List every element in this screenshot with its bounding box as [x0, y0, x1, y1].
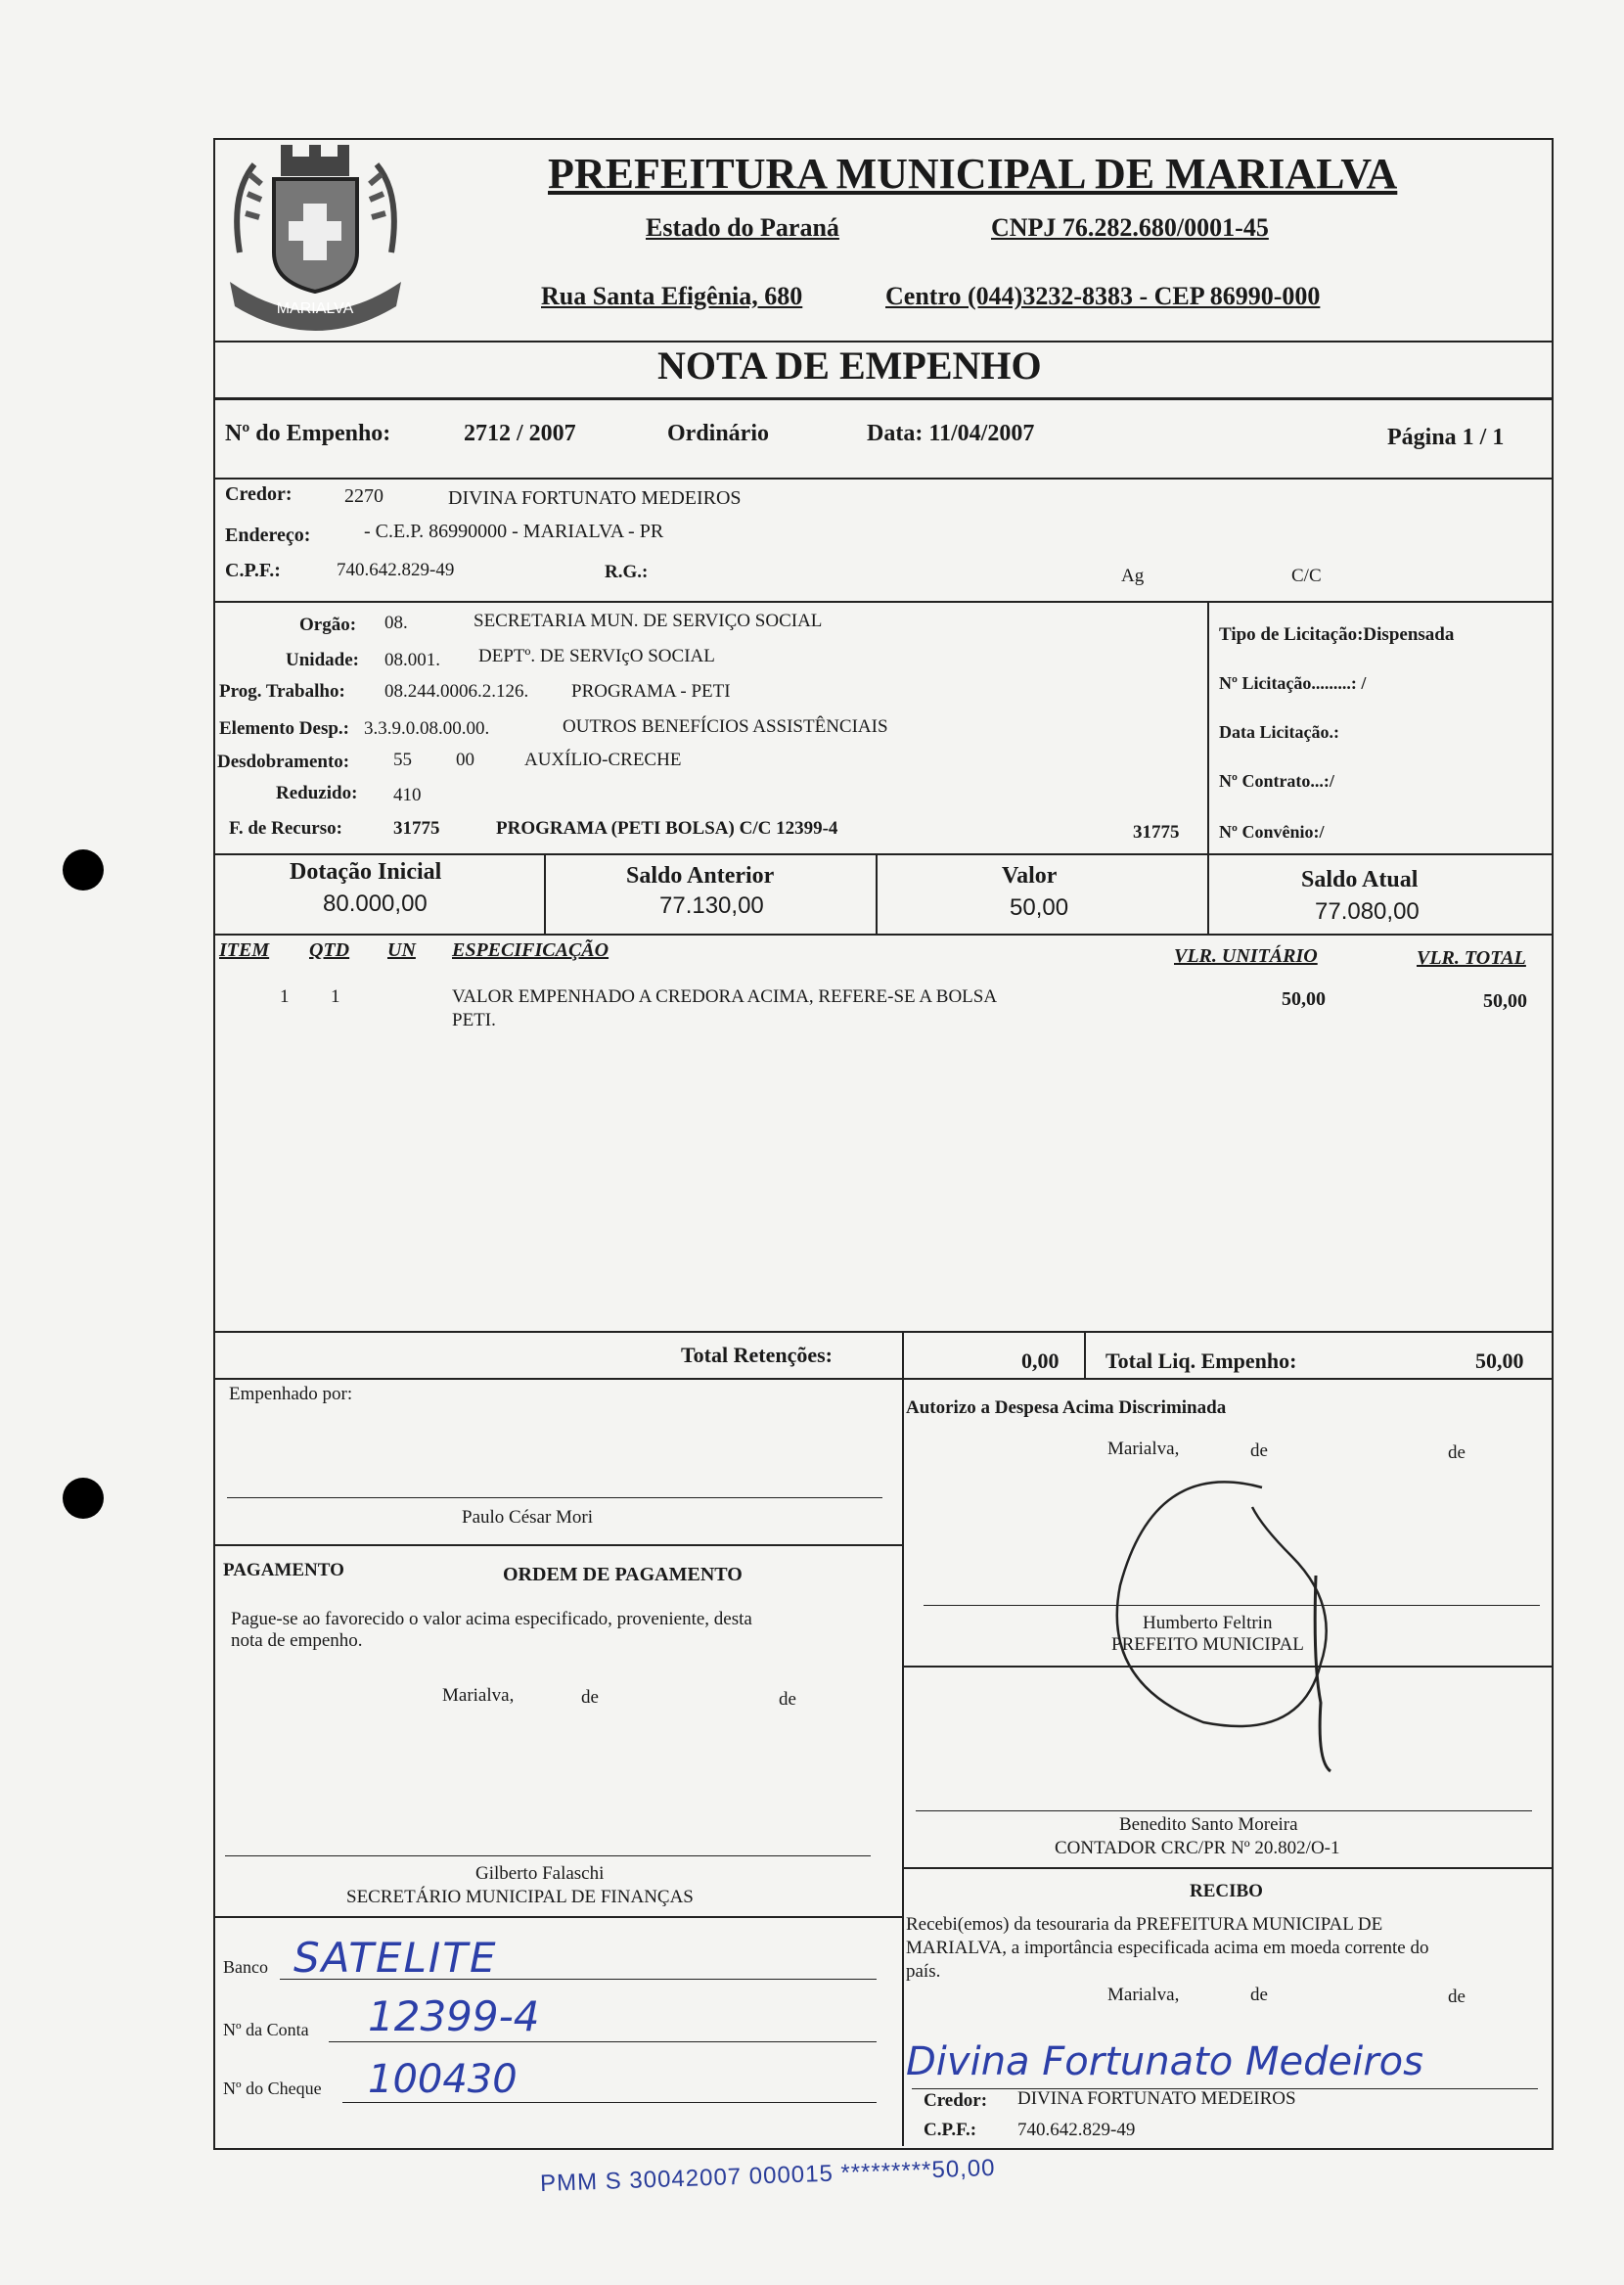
recibo-text-1: Recebi(emos) da tesouraria da PREFEITURA MUNICIPAL DE — [906, 1914, 1383, 1935]
rg-label: R.G.: — [605, 562, 649, 582]
orgao-desc: SECRETARIA MUN. DE SERVIÇO SOCIAL — [474, 611, 823, 631]
pagamento-label: PAGAMENTO — [223, 1560, 344, 1580]
page-title: PREFEITURA MUNICIPAL DE MARIALVA — [548, 150, 1398, 198]
cheque-value: 100430 — [368, 2057, 518, 2102]
total-liquido-value: 50,00 — [1475, 1348, 1524, 1373]
row-spec-line2: PETI. — [452, 1010, 496, 1030]
banco-value: SATELITE — [293, 1934, 498, 1982]
elemento-label: Elemento Desp.: — [219, 718, 349, 739]
saldo-anterior-label: Saldo Anterior — [626, 863, 775, 889]
dotacao-label: Dotação Inicial — [290, 859, 442, 885]
unidade-code: 08.001. — [384, 650, 440, 670]
recibo-title: RECIBO — [1190, 1881, 1263, 1901]
signer-2-title: SECRETÁRIO MUNICIPAL DE FINANÇAS — [346, 1887, 694, 1907]
pague-text-2: nota de empenho. — [231, 1630, 363, 1651]
signer-2-name: Gilberto Falaschi — [475, 1863, 605, 1884]
orgao-label: Orgão: — [299, 615, 357, 635]
recibo-local: Marialva, — [1107, 1985, 1180, 2005]
prog-code: 08.244.0006.2.126. — [384, 681, 529, 702]
desdobramento-desc: AUXÍLIO-CRECHE — [524, 750, 682, 770]
saldo-atual-value: 77.080,00 — [1315, 898, 1420, 925]
row-qtd: 1 — [331, 986, 340, 1007]
col-vlr-unitario: VLR. UNITÁRIO — [1174, 945, 1318, 967]
pagamento-de-2: de — [779, 1689, 796, 1710]
prog-desc: PROGRAMA - PETI — [571, 681, 731, 702]
total-retencoes-label: Total Retenções: — [681, 1343, 833, 1367]
credor-name: DIVINA FORTUNATO MEDEIROS — [448, 487, 742, 509]
svg-text:MARIALVA: MARIALVA — [276, 300, 354, 317]
conta-value: 12399-4 — [368, 1992, 540, 2040]
empenho-type: Ordinário — [667, 421, 770, 446]
conta-label: Nº da Conta — [223, 2020, 309, 2039]
recibo-cpf-label: C.P.F.: — [924, 2120, 977, 2140]
data-licitacao: Data Licitação.: — [1219, 722, 1339, 742]
autorizo-de-2: de — [1448, 1442, 1466, 1463]
credor-code: 2270 — [344, 485, 383, 507]
prefeito-title: PREFEITO MUNICIPAL — [1111, 1634, 1304, 1655]
elemento-code: 3.3.9.0.08.00.00. — [364, 718, 490, 739]
state-label: Estado do Paraná — [646, 213, 839, 242]
total-liquido-label: Total Liq. Empenho: — [1105, 1348, 1297, 1373]
validation-stamp: PMM S 30042007 000015 *********50,00 — [539, 2154, 996, 2198]
prefeito-name: Humberto Feltrin — [1143, 1613, 1273, 1633]
saldo-atual-label: Saldo Atual — [1301, 867, 1419, 892]
autorizo-local: Marialva, — [1107, 1439, 1180, 1459]
recurso-label: F. de Recurso: — [229, 818, 342, 839]
unidade-label: Unidade: — [286, 650, 359, 670]
desdobramento-label: Desdobramento: — [217, 752, 350, 772]
signer-1-name: Paulo César Mori — [462, 1507, 594, 1528]
cnpj-label: CNPJ 76.282.680/0001-45 — [991, 213, 1269, 242]
col-un: UN — [387, 939, 416, 961]
ag-label: Ag — [1121, 566, 1145, 586]
reduzido-label: Reduzido: — [276, 783, 358, 803]
pagamento-local: Marialva, — [442, 1685, 515, 1706]
punch-hole-bottom — [63, 1478, 104, 1519]
cc-label: C/C — [1291, 566, 1322, 586]
col-especificacao: ESPECIFICAÇÃO — [452, 939, 609, 961]
cheque-label: Nº do Cheque — [223, 2079, 322, 2098]
autorizo-label: Autorizo a Despesa Acima Discriminada — [906, 1397, 1227, 1418]
desdobramento-code: 55 — [393, 750, 412, 770]
unidade-desc: DEPTº. DE SERVIçO SOCIAL — [478, 646, 715, 666]
empenhado-por-label: Empenhado por: — [229, 1384, 353, 1404]
endereco-label: Endereço: — [225, 525, 311, 546]
numero-licitacao: Nº Licitação.........: / — [1219, 673, 1367, 693]
credor-signature: Divina Fortunato Medeiros — [906, 2039, 1423, 2084]
recibo-de-2: de — [1448, 1987, 1466, 2007]
punch-hole-top — [63, 849, 104, 891]
autorizo-de-1: de — [1250, 1440, 1268, 1461]
pagamento-de-1: de — [581, 1687, 599, 1708]
total-retencoes-value: 0,00 — [1021, 1348, 1060, 1373]
credor-label: Credor: — [225, 483, 293, 505]
desdobramento-sub: 00 — [456, 750, 474, 770]
document-title: NOTA DE EMPENHO — [657, 343, 1042, 388]
empenho-number: 2712 / 2007 — [464, 421, 576, 446]
saldo-anterior-value: 77.130,00 — [659, 892, 764, 919]
row-item: 1 — [280, 986, 290, 1007]
contact-label: Centro (044)3232-8383 - CEP 86990-000 — [885, 282, 1321, 310]
row-spec-line1: VALOR EMPENHADO A CREDORA ACIMA, REFERE-SE A BOLSA — [452, 986, 998, 1007]
recibo-de-1: de — [1250, 1985, 1268, 2005]
banco-label: Banco — [223, 1957, 268, 1977]
reduzido-value: 410 — [393, 785, 422, 805]
cpf-label: C.P.F.: — [225, 560, 281, 581]
empenho-label: Nº do Empenho: — [225, 421, 391, 446]
empenho-date: Data: 11/04/2007 — [867, 421, 1035, 446]
numero-convenio: Nº Convênio:/ — [1219, 822, 1325, 842]
col-qtd: QTD — [309, 939, 350, 961]
ordem-pagamento-label: ORDEM DE PAGAMENTO — [503, 1564, 743, 1585]
pague-text-1: Pague-se ao favorecido o valor acima especificado, proveniente, desta — [231, 1609, 752, 1629]
elemento-desc: OUTROS BENEFÍCIOS ASSISTÊNCIAIS — [563, 716, 888, 737]
prog-label: Prog. Trabalho: — [219, 681, 345, 702]
recibo-cpf-value: 740.642.829-49 — [1017, 2120, 1136, 2140]
row-total: 50,00 — [1483, 990, 1527, 1012]
dotacao-value: 80.000,00 — [323, 891, 428, 917]
col-vlr-total: VLR. TOTAL — [1417, 947, 1526, 969]
recurso-code: 31775 — [393, 818, 440, 839]
address-label: Rua Santa Efigênia, 680 — [541, 282, 803, 310]
cpf-value: 740.642.829-49 — [337, 560, 455, 580]
recibo-text-2: MARIALVA, a importância especificada acima em moeda corrente do — [906, 1938, 1429, 1958]
tipo-licitacao: Tipo de Licitação:Dispensada — [1219, 624, 1455, 645]
contador-title: CONTADOR CRC/PR Nº 20.802/O-1 — [1055, 1838, 1340, 1858]
valor-label: Valor — [1002, 863, 1058, 889]
page-number: Página 1 / 1 — [1387, 425, 1505, 450]
municipal-crest-icon — [220, 135, 411, 331]
recurso-desc: PROGRAMA (PETI BOLSA) C/C 12399-4 — [496, 818, 838, 839]
valor-value: 50,00 — [1010, 894, 1069, 921]
orgao-code: 08. — [384, 613, 408, 633]
endereco-value: - C.E.P. 86990000 - MARIALVA - PR — [364, 521, 664, 542]
numero-contrato: Nº Contrato...:/ — [1219, 771, 1334, 791]
col-item: ITEM — [219, 939, 270, 961]
recibo-text-3: país. — [906, 1961, 941, 1982]
contador-name: Benedito Santo Moreira — [1119, 1814, 1298, 1835]
recibo-credor-label: Credor: — [924, 2090, 988, 2111]
recibo-credor-value: DIVINA FORTUNATO MEDEIROS — [1017, 2088, 1296, 2109]
row-unit: 50,00 — [1282, 988, 1326, 1010]
recurso-code-2: 31775 — [1133, 822, 1180, 843]
